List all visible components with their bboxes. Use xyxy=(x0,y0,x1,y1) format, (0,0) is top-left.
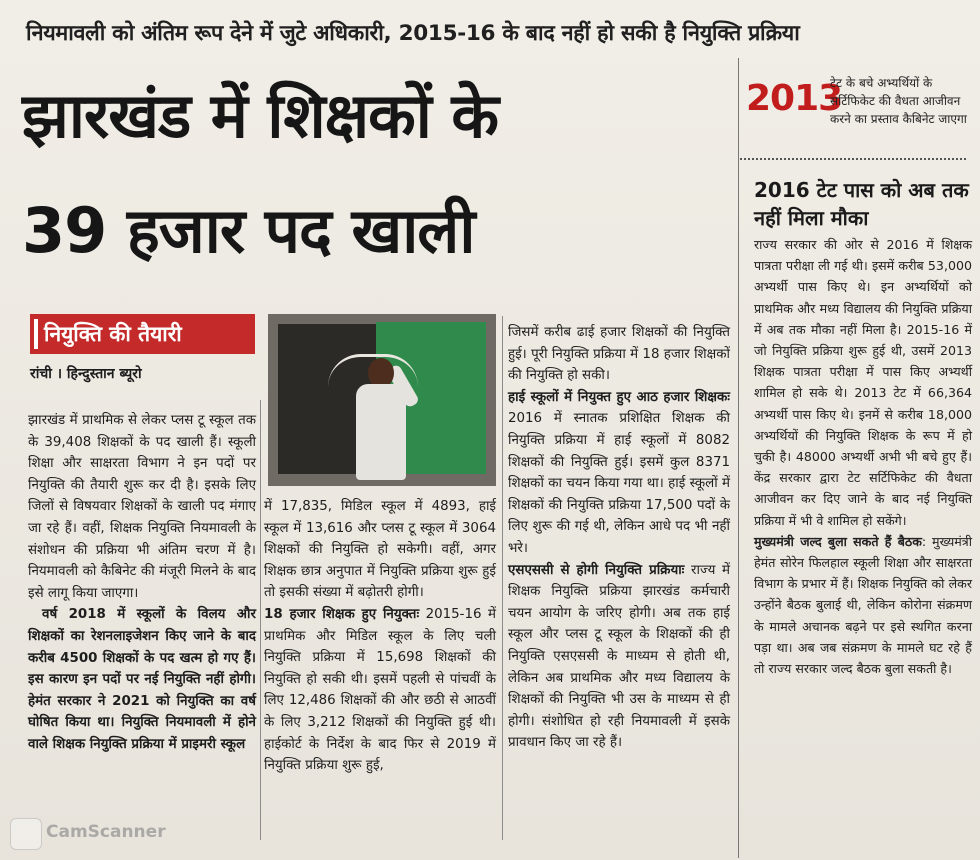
main-headline-line1: झारखंड में शिक्षकों के xyxy=(22,79,498,152)
sidebar-paragraph: : मुख्यमंत्री हेमंत सोरेन फिलहाल स्कूली शिक्षा और साक्षरता विभाग के प्रभार में हैं। शिक्षक नियुक्ति को लेकर उन्होंने बैठक बुलाई थी, लेकिन कोरोना संक्रमण के मामले अचानक बढ़ने पर इसे स्थगित करना पड़ा था। अब जब संक्रमण के मामले घट रहे हैं तो राज्य सरकार जल्द बैठक बुला सकती है। xyxy=(754,533,972,677)
sidebar-subhead: मुख्यमंत्री जल्द बुला सकते हैं बैठक xyxy=(754,533,922,549)
kicker-headline: नियमावली को अंतिम रूप देने में जुटे अधिकारी, 2015-16 के बाद नहीं हो सकी है नियुक्ति प्रक्रिया xyxy=(26,21,800,46)
column-divider xyxy=(738,58,739,858)
teacher-photo xyxy=(268,314,496,486)
year-callout-text: टेट के बचे अभ्यर्थियों के सर्टिफिकेट की वैधता आजीवन करने का प्रस्ताव कैबिनेट जाएगा xyxy=(830,76,967,126)
dateline: रांची । हिन्दुस्तान ब्यूरो xyxy=(30,366,142,382)
sidebar-body xyxy=(754,234,972,679)
year-callout xyxy=(740,68,974,163)
article-subhead: हाई स्कूलों में नियुक्त हुए आठ हजार शिक्षकः xyxy=(508,389,730,405)
sidebar-paragraph: राज्य सरकार की ओर से 2016 में शिक्षक पात्रता परीक्षा ली गई थी। इसमें करीब 53,000 अभ्यर्थी पास किए थे। इन अभ्यर्थियों को प्राथमिक और मध्य विद्यालय की नियुक्ति प्रक्रिया में अब तक मौका नहीं मिला है। 2015-16 में जो नियुक्ति प्रक्रिया शुरू हुई थी, उसमें 2013 शिक्षक पात्रता परीक्षा में पास किए अभ्यर्थी शामिल हो सके थे। 2013 टेट में 66,364 अभ्यर्थी पास किए थे। इनमें से करीब 18,000 अभ्यर्थियों की नियुक्ति शिक्षक के रूप में हो चुकी है। 48000 अभ्यर्थी अभी भी बचे हुए हैं। केंद्र सरकार द्वारा टेट सर्टिफिकेट की वैधता आजीवन कर दिए जाने के बाद नई नियुक्ति प्रक्रिया में भी वे शामिल हो सकेंगे। xyxy=(754,237,972,528)
article-column-1 xyxy=(28,410,256,756)
article-column-3 xyxy=(508,322,730,754)
year-number: 2013 xyxy=(746,78,843,119)
article-paragraph: 2015-16 में प्राथमिक और मिडिल स्कूल के लिए चली नियुक्ति प्रक्रिया में 15,698 शिक्षकों की नियुक्ति हो सकी थी। इसमें पहली से पांचवीं के लिए 12,486 शिक्षकों की और छठी से आठवीं के लिए 3,212 शिक्षकों की नियुक्ति हुई थी। हाईकोर्ट के निर्देश के बाद फिर से 2019 में नियुक्ति प्रक्रिया शुरू हुई, xyxy=(264,606,496,774)
main-headline-line2: 39 हजार पद खाली xyxy=(22,194,475,267)
article-paragraph: जिसमें करीब ढाई हजार शिक्षकों की नियुक्ति हुई। पूरी नियुक्ति प्रक्रिया में 18 हजार शिक्षकों की नियुक्ति हो सकी। xyxy=(508,325,730,384)
dotted-divider xyxy=(740,158,966,160)
article-subhead: एसएससी से होगी नियुक्ति प्रक्रियाः xyxy=(508,562,685,578)
watermark-text: CamScanner xyxy=(46,822,166,842)
article-paragraph: वर्ष 2018 में स्कूलों के विलय और शिक्षकों का रेशनलाइजेशन किए जाने के बाद करीब 4500 शिक्षकों के पद खत्म हो गए हैं। इस कारण इन पदों पर नई नियुक्ति नहीं होगी। हेमंत सरकार ने 2021 को नियुक्ति का वर्ष घोषित किया था। नियुक्ति नियमावली में होने वाले शिक्षक नियुक्ति प्रक्रिया में प्राइमरी स्कूल xyxy=(28,607,256,752)
column-rule xyxy=(260,400,261,840)
article-paragraph: में 17,835, मिडिल स्कूल में 4893, हाई स्कूल में 13,616 और प्लस टू स्कूल में 3064 शिक्षकों की नियुक्ति हो सकेगी। वहीं, अगर शिक्षक छात्र अनुपात में नियुक्ति प्रक्रिया शुरू हुई तो इसकी संख्या में बढ़ोतरी होगी। xyxy=(264,499,496,601)
sidebar-box xyxy=(740,58,974,858)
column-rule xyxy=(502,316,503,840)
camscanner-icon xyxy=(10,818,42,850)
article-subhead: 18 हजार शिक्षक हुए नियुक्तः xyxy=(264,606,420,622)
sidebar-heading: 2016 टेट पास को अब तक नहीं मिला मौका xyxy=(754,178,969,230)
section-label: नियुक्ति की तैयारी xyxy=(30,314,255,354)
article-column-2 xyxy=(264,496,496,777)
teacher-figure xyxy=(356,384,406,480)
article-paragraph: राज्य में शिक्षक नियुक्ति प्रक्रिया झारखंड कर्मचारी चयन आयोग के जरिए होगी। अब तक हाई स्कूल और प्लस टू स्कूल के शिक्षकों की ही नियुक्ति एसएससी के माध्यम से होती थी, लेकिन अब प्राथमिक और मध्य विद्यालय के शिक्षकों की नियुक्ति भी उस के माध्यम से ही होगी। संशोधित हो रही नियमावली में इसके प्रावधान किए जा रहे हैं। xyxy=(508,562,730,751)
article-paragraph: 2016 में स्नातक प्रशिक्षित शिक्षक की नियुक्ति प्रक्रिया में हाई स्कूलों में 8082 शिक्षकों की नियुक्ति हुई। इसमें कुल 8371 शिक्षकों का चयन किया गया था। हाई स्कूलों में शिक्षकों की नियुक्ति प्रक्रिया 17,500 पदों के लिए शुरू की गई थी, लेकिन आधे पद भी नहीं भरे। xyxy=(508,411,730,556)
scanner-watermark xyxy=(10,814,210,854)
article-paragraph: झारखंड में प्राथमिक से लेकर प्लस टू स्कूल तक के 39,408 शिक्षकों के पद खाली हैं। स्कूली शिक्षा और साक्षरता विभाग ने इन पदों पर नियुक्ति की तैयारी शुरू कर दी है। इसके लिए जिलों से विषयवार शिक्षकों के खाली पद मंगाए जा रहे हैं। वहीं, शिक्षक नियुक्ति नियमावली के संशोधन की प्रक्रिया भी अंतिम चरण में है। नियमावली को कैबिनेट की मंजूरी मिलने के बाद इसे लागू किया जाएगा। xyxy=(28,413,256,601)
